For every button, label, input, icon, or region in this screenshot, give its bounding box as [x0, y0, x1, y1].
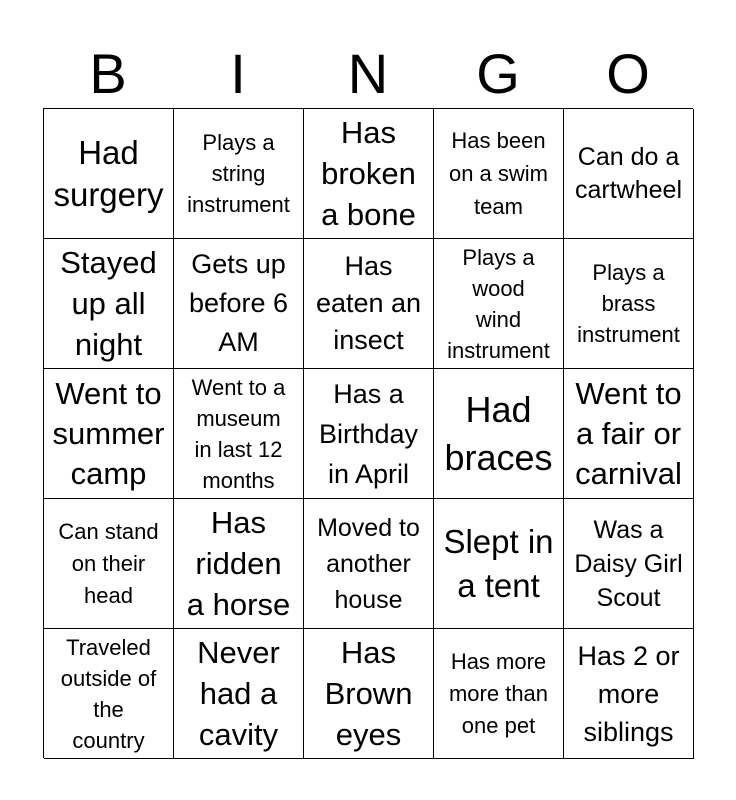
bingo-cell[interactable] — [434, 499, 564, 629]
header-letter-b: B — [89, 42, 127, 105]
bingo-cell[interactable] — [564, 239, 694, 369]
bingo-cell[interactable] — [174, 629, 304, 759]
cell-text: Plays a string instrument — [187, 130, 290, 217]
cell-text: Has eaten an insect — [315, 251, 422, 355]
cell-text: Was a Daisy Girl Scout — [574, 515, 683, 612]
bingo-cell[interactable] — [564, 109, 694, 239]
cell-text: Had braces — [444, 388, 553, 478]
cell-text: Gets up before 6 AM — [188, 249, 289, 357]
bingo-cell[interactable] — [564, 629, 694, 759]
cell-text: Went to a fair or carnival — [575, 375, 682, 491]
cell-text: Never had a cavity — [197, 635, 280, 752]
cell-text: Plays a wood wind instrument — [447, 244, 550, 363]
cell-text: Stayed up all night — [60, 245, 157, 362]
bingo-grid — [43, 108, 693, 758]
bingo-header — [43, 40, 693, 108]
cell-text: Has ridden a horse — [186, 505, 291, 622]
header-letter-n: N — [347, 42, 389, 105]
bingo-cell[interactable] — [174, 499, 304, 629]
bingo-cell[interactable] — [174, 109, 304, 239]
bingo-cell[interactable] — [174, 239, 304, 369]
bingo-cell[interactable] — [44, 499, 174, 629]
bingo-cell[interactable] — [44, 239, 174, 369]
bingo-cell[interactable] — [564, 369, 694, 499]
bingo-cell[interactable] — [44, 109, 174, 239]
header-letter-g: G — [476, 42, 520, 105]
bingo-cell[interactable] — [434, 239, 564, 369]
cell-text: Can do a cartwheel — [575, 142, 682, 204]
header-letter-i: I — [230, 42, 246, 105]
cell-text: Has Brown eyes — [324, 635, 413, 752]
header-letter-o: O — [606, 42, 650, 105]
cell-text: Had surgery — [53, 133, 164, 213]
bingo-cell[interactable] — [174, 369, 304, 499]
cell-text: Traveled outside of the country — [60, 634, 157, 753]
bingo-cell[interactable] — [304, 109, 434, 239]
bingo-cell[interactable] — [434, 629, 564, 759]
cell-text: Moved to another house — [317, 513, 420, 614]
bingo-cell[interactable] — [44, 629, 174, 759]
cell-text: Can stand on their head — [58, 518, 159, 608]
cell-text: Went to a museum in last 12 months — [191, 374, 286, 493]
cell-text: Has broken a bone — [321, 115, 416, 232]
bingo-cell[interactable] — [44, 369, 174, 499]
cell-text: Went to summer camp — [52, 375, 165, 491]
bingo-cell[interactable] — [434, 369, 564, 499]
bingo-cell[interactable] — [434, 109, 564, 239]
bingo-cell[interactable] — [304, 369, 434, 499]
cell-text: Has more more than one pet — [448, 648, 549, 738]
bingo-cell[interactable] — [564, 499, 694, 629]
cell-text: Has been on a swim team — [448, 128, 549, 219]
bingo-cell[interactable] — [304, 629, 434, 759]
bingo-cell[interactable] — [304, 239, 434, 369]
cell-text: Has a Birthday in April — [318, 378, 419, 489]
bingo-cell[interactable] — [304, 499, 434, 629]
cell-text: Slept in a tent — [443, 522, 554, 604]
cell-text: Has 2 or more siblings — [577, 640, 680, 747]
cell-text: Plays a brass instrument — [577, 260, 680, 347]
